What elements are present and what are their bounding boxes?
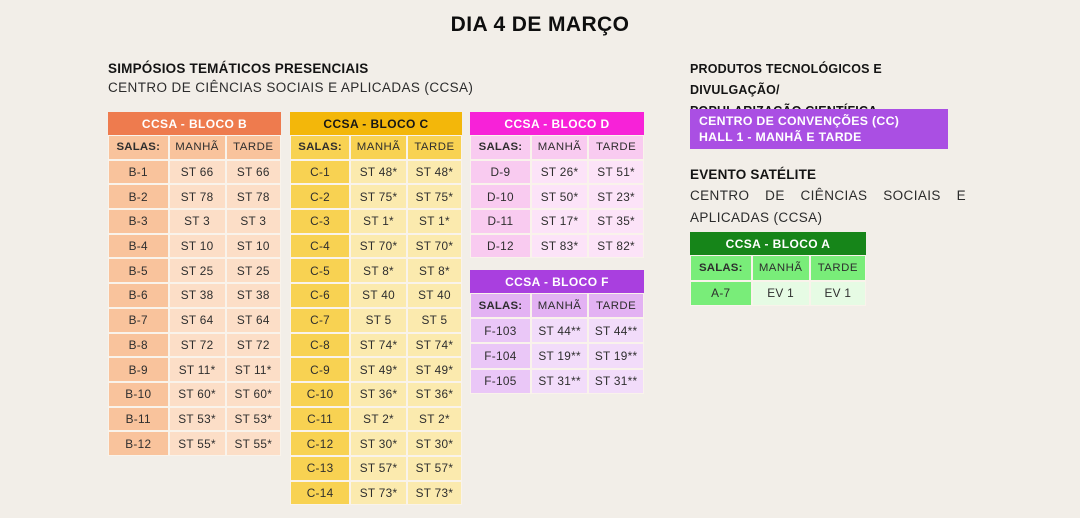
room-cell: F-104 bbox=[470, 343, 531, 368]
table-title: CCSA - BLOCO D bbox=[470, 112, 644, 135]
tarde-cell: ST 72 bbox=[226, 333, 281, 358]
room-cell: D-12 bbox=[470, 234, 531, 259]
column-header-salas: SALAS: bbox=[290, 135, 350, 160]
tarde-cell: ST 36* bbox=[407, 382, 462, 407]
manha-cell: ST 17* bbox=[531, 209, 588, 234]
column-header-tarde: TARDE bbox=[226, 135, 281, 160]
table-row bbox=[108, 234, 281, 259]
manha-cell: ST 53* bbox=[169, 407, 226, 432]
table-row bbox=[290, 357, 462, 382]
table-title: CCSA - BLOCO C bbox=[290, 112, 462, 135]
table-row bbox=[108, 357, 281, 382]
tarde-cell: ST 55* bbox=[226, 431, 281, 456]
manha-cell: ST 78 bbox=[169, 184, 226, 209]
room-cell: B-8 bbox=[108, 333, 169, 358]
manha-cell: ST 10 bbox=[169, 234, 226, 259]
table-title: CCSA - BLOCO B bbox=[108, 112, 281, 135]
table-row bbox=[290, 184, 462, 209]
manha-cell: ST 50* bbox=[531, 184, 588, 209]
manha-cell: ST 3 bbox=[169, 209, 226, 234]
manha-cell: ST 26* bbox=[531, 160, 588, 185]
column-header-salas: SALAS: bbox=[108, 135, 169, 160]
manha-cell: ST 74* bbox=[350, 333, 407, 358]
manha-cell: ST 57* bbox=[350, 456, 407, 481]
manha-cell: ST 48* bbox=[350, 160, 407, 185]
tarde-cell: ST 51* bbox=[588, 160, 644, 185]
table-ccsa-bloco-d bbox=[470, 112, 644, 258]
room-cell: B-4 bbox=[108, 234, 169, 259]
table-row bbox=[290, 283, 462, 308]
room-cell: C-3 bbox=[290, 209, 350, 234]
room-cell: B-12 bbox=[108, 431, 169, 456]
manha-cell: ST 36* bbox=[350, 382, 407, 407]
room-cell: B-3 bbox=[108, 209, 169, 234]
table-row bbox=[690, 281, 866, 307]
column-header-manha: MANHÃ bbox=[531, 135, 588, 160]
room-cell: B-6 bbox=[108, 283, 169, 308]
tarde-cell: ST 75* bbox=[407, 184, 462, 209]
room-cell: C-4 bbox=[290, 234, 350, 259]
tarde-cell: ST 38 bbox=[226, 283, 281, 308]
table-subheader-row bbox=[470, 293, 644, 318]
table-row bbox=[290, 481, 462, 506]
manha-cell: ST 72 bbox=[169, 333, 226, 358]
table-row bbox=[290, 456, 462, 481]
tarde-cell: ST 60* bbox=[226, 382, 281, 407]
manha-cell: ST 75* bbox=[350, 184, 407, 209]
tarde-cell: ST 73* bbox=[407, 481, 462, 506]
room-cell: B-2 bbox=[108, 184, 169, 209]
manha-cell: ST 1* bbox=[350, 209, 407, 234]
table-row bbox=[470, 160, 644, 185]
table-row bbox=[470, 318, 644, 343]
tarde-cell: ST 48* bbox=[407, 160, 462, 185]
column-header-tarde: TARDE bbox=[407, 135, 462, 160]
room-cell: B-5 bbox=[108, 258, 169, 283]
room-cell: C-9 bbox=[290, 357, 350, 382]
table-row bbox=[108, 283, 281, 308]
manha-cell: ST 5 bbox=[350, 308, 407, 333]
manha-cell: ST 60* bbox=[169, 382, 226, 407]
table-row bbox=[470, 369, 644, 394]
room-cell: C-12 bbox=[290, 431, 350, 456]
column-header-salas: SALAS: bbox=[470, 293, 531, 318]
manha-cell: ST 2* bbox=[350, 407, 407, 432]
column-header-manha: MANHÃ bbox=[350, 135, 407, 160]
venue-box-line2: HALL 1 - MANHÃ E TARDE bbox=[699, 129, 862, 144]
room-cell: D-9 bbox=[470, 160, 531, 185]
table-row bbox=[108, 382, 281, 407]
table-row bbox=[108, 258, 281, 283]
manha-cell: ST 38 bbox=[169, 283, 226, 308]
manha-cell: ST 8* bbox=[350, 258, 407, 283]
tarde-cell: ST 8* bbox=[407, 258, 462, 283]
tarde-cell: ST 35* bbox=[588, 209, 644, 234]
manha-cell: ST 55* bbox=[169, 431, 226, 456]
table-row bbox=[290, 431, 462, 456]
table-row bbox=[108, 160, 281, 185]
table-title: CCSA - BLOCO F bbox=[470, 270, 644, 293]
room-cell: C-2 bbox=[290, 184, 350, 209]
tarde-cell: ST 40 bbox=[407, 283, 462, 308]
room-cell: C-8 bbox=[290, 333, 350, 358]
room-cell: B-9 bbox=[108, 357, 169, 382]
manha-cell: ST 44** bbox=[531, 318, 588, 343]
manha-cell: ST 70* bbox=[350, 234, 407, 259]
table-row bbox=[290, 308, 462, 333]
manha-cell: ST 49* bbox=[350, 357, 407, 382]
tarde-cell: ST 66 bbox=[226, 160, 281, 185]
column-header-manha: MANHÃ bbox=[752, 255, 810, 281]
table-row bbox=[108, 333, 281, 358]
manha-cell: ST 83* bbox=[531, 234, 588, 259]
manha-cell: ST 11* bbox=[169, 357, 226, 382]
tarde-cell: ST 2* bbox=[407, 407, 462, 432]
venue-box-line1: CENTRO DE CONVENÇÕES (CC) bbox=[699, 114, 900, 128]
tarde-cell: ST 74* bbox=[407, 333, 462, 358]
manha-cell: ST 66 bbox=[169, 160, 226, 185]
room-cell: C-11 bbox=[290, 407, 350, 432]
room-cell: C-5 bbox=[290, 258, 350, 283]
column-header-salas: SALAS: bbox=[690, 255, 752, 281]
table-row bbox=[108, 209, 281, 234]
room-cell: B-10 bbox=[108, 382, 169, 407]
table-subheader-row bbox=[108, 135, 281, 160]
tarde-cell: ST 19** bbox=[588, 343, 644, 368]
table-title: CCSA - BLOCO A bbox=[690, 232, 866, 255]
room-cell: B-7 bbox=[108, 308, 169, 333]
column-header-tarde: TARDE bbox=[588, 135, 644, 160]
tarde-cell: ST 3 bbox=[226, 209, 281, 234]
table-row bbox=[290, 382, 462, 407]
tarde-cell: ST 49* bbox=[407, 357, 462, 382]
room-cell: F-103 bbox=[470, 318, 531, 343]
room-cell: C-7 bbox=[290, 308, 350, 333]
manha-cell: ST 25 bbox=[169, 258, 226, 283]
tarde-cell: ST 25 bbox=[226, 258, 281, 283]
room-cell: C-6 bbox=[290, 283, 350, 308]
room-cell: C-13 bbox=[290, 456, 350, 481]
tarde-cell: ST 1* bbox=[407, 209, 462, 234]
tarde-cell: ST 11* bbox=[226, 357, 281, 382]
table-row bbox=[108, 431, 281, 456]
table-row bbox=[108, 184, 281, 209]
tarde-cell: ST 82* bbox=[588, 234, 644, 259]
tarde-cell: ST 23* bbox=[588, 184, 644, 209]
table-subheader-row bbox=[290, 135, 462, 160]
column-header-manha: MANHÃ bbox=[169, 135, 226, 160]
satellite-event-subheading: CENTRO DE CIÊNCIAS SOCIAIS E APLICADAS (CCSA) bbox=[690, 188, 966, 225]
tarde-cell: ST 10 bbox=[226, 234, 281, 259]
table-row bbox=[470, 234, 644, 259]
room-cell: A-7 bbox=[690, 281, 752, 307]
table-row bbox=[290, 407, 462, 432]
right-section-heading-line1: PRODUTOS TECNOLÓGICOS E DIVULGAÇÃO/ bbox=[690, 62, 882, 97]
manha-cell: ST 64 bbox=[169, 308, 226, 333]
manha-cell: ST 30* bbox=[350, 431, 407, 456]
table-row bbox=[290, 258, 462, 283]
left-section-heading: SIMPÓSIOS TEMÁTICOS PRESENCIAIS bbox=[108, 61, 369, 76]
tarde-cell: ST 5 bbox=[407, 308, 462, 333]
manha-cell: ST 19** bbox=[531, 343, 588, 368]
page-title: DIA 4 DE MARÇO bbox=[450, 13, 630, 36]
room-cell: C-1 bbox=[290, 160, 350, 185]
room-cell: B-1 bbox=[108, 160, 169, 185]
tarde-cell: ST 70* bbox=[407, 234, 462, 259]
tarde-cell: ST 31** bbox=[588, 369, 644, 394]
table-row bbox=[290, 234, 462, 259]
column-header-tarde: TARDE bbox=[810, 255, 866, 281]
room-cell: D-10 bbox=[470, 184, 531, 209]
table-row bbox=[470, 343, 644, 368]
column-header-manha: MANHÃ bbox=[531, 293, 588, 318]
table-row bbox=[290, 160, 462, 185]
table-subheader-row bbox=[690, 255, 866, 281]
tarde-cell: ST 44** bbox=[588, 318, 644, 343]
tarde-cell: ST 57* bbox=[407, 456, 462, 481]
table-subheader-row bbox=[470, 135, 644, 160]
table-row bbox=[108, 308, 281, 333]
room-cell: C-14 bbox=[290, 481, 350, 506]
table-row bbox=[470, 209, 644, 234]
table-ccsa-bloco-a bbox=[690, 232, 866, 306]
left-section-subheading: CENTRO DE CIÊNCIAS SOCIAIS E APLICADAS (CCSA) bbox=[108, 80, 474, 95]
manha-cell: ST 73* bbox=[350, 481, 407, 506]
tarde-cell: EV 1 bbox=[810, 281, 866, 307]
table-row bbox=[290, 209, 462, 234]
column-header-tarde: TARDE bbox=[588, 293, 644, 318]
venue-box bbox=[690, 109, 948, 149]
manha-cell: EV 1 bbox=[752, 281, 810, 307]
table-row bbox=[108, 407, 281, 432]
table-row bbox=[470, 184, 644, 209]
satellite-event-heading: EVENTO SATÉLITE bbox=[690, 167, 817, 182]
table-ccsa-bloco-c bbox=[290, 112, 462, 505]
manha-cell: ST 31** bbox=[531, 369, 588, 394]
column-header-salas: SALAS: bbox=[470, 135, 531, 160]
tarde-cell: ST 30* bbox=[407, 431, 462, 456]
room-cell: F-105 bbox=[470, 369, 531, 394]
manha-cell: ST 40 bbox=[350, 283, 407, 308]
room-cell: C-10 bbox=[290, 382, 350, 407]
table-ccsa-bloco-b bbox=[108, 112, 281, 456]
table-row bbox=[290, 333, 462, 358]
room-cell: D-11 bbox=[470, 209, 531, 234]
tarde-cell: ST 53* bbox=[226, 407, 281, 432]
tarde-cell: ST 64 bbox=[226, 308, 281, 333]
room-cell: B-11 bbox=[108, 407, 169, 432]
tarde-cell: ST 78 bbox=[226, 184, 281, 209]
table-ccsa-bloco-f bbox=[470, 270, 644, 394]
